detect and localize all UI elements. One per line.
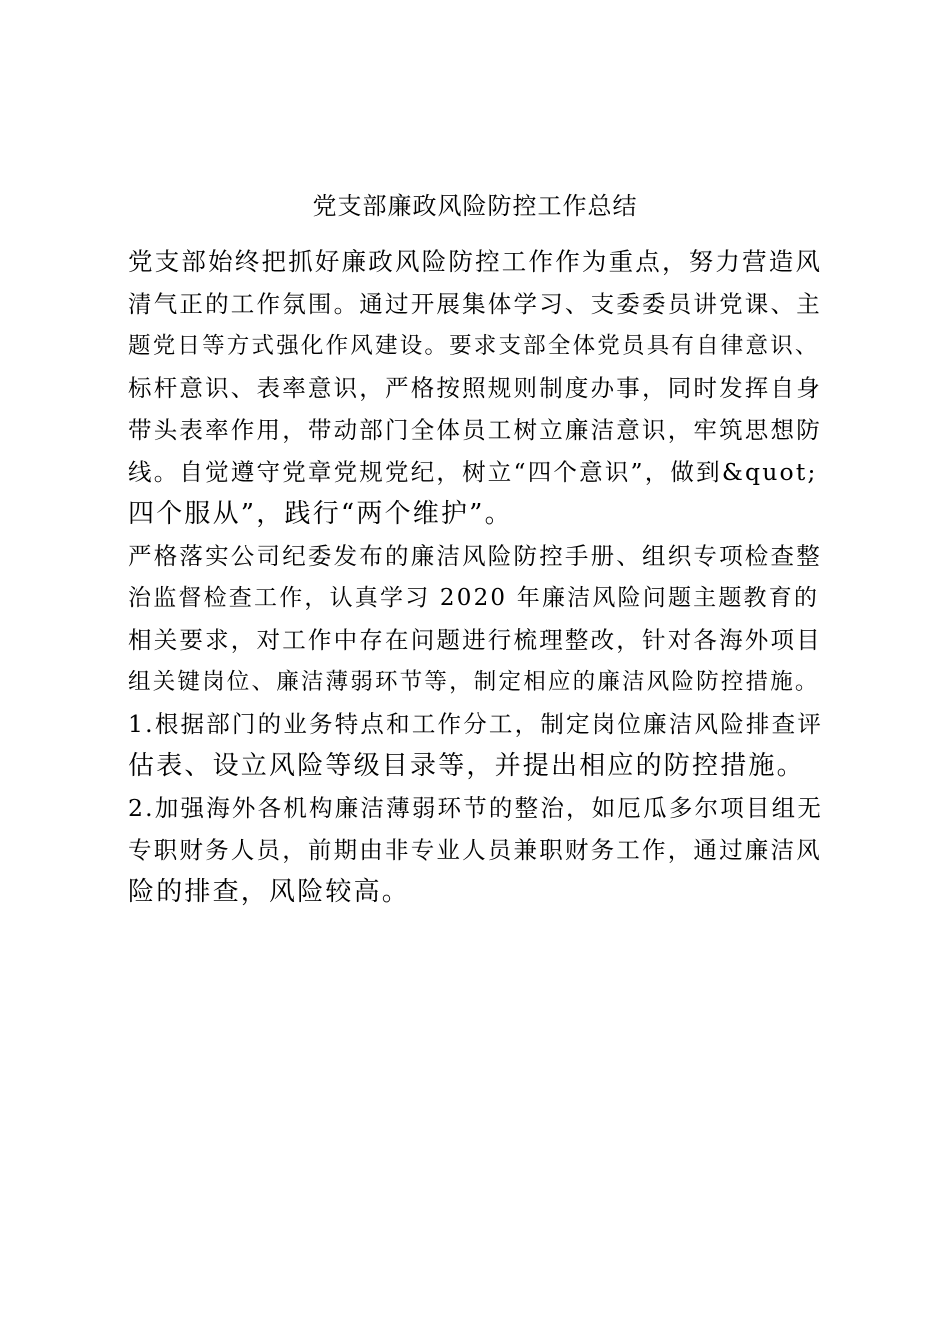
paragraph-line: 治监督检查工作，认真学习 2020 年廉洁风险问题主题教育的	[128, 585, 820, 611]
list-item-line: 估表、设立风险等级目录等，并提出相应的防控措施。	[128, 751, 805, 781]
paragraph-line: 相关要求，对工作中存在问题进行梳理整改，针对各海外项目	[128, 626, 822, 654]
list-item-line: 专职财务人员，前期由非专业人员兼职财务工作，通过廉洁风	[128, 836, 822, 864]
paragraph-line: 党支部始终把抓好廉政风险防控工作作为重点，努力营造风	[128, 247, 823, 276]
paragraph-line: 清气正的工作氛围。通过开展集体学习、支委委员讲党课、主	[128, 290, 822, 318]
paragraph-line: 组关键岗位、廉洁薄弱环节等，制定相应的廉洁风险防控措施。	[128, 669, 820, 695]
list-item-line: 2.加强海外各机构廉洁薄弱环节的整治，如厄瓜多尔项目组无	[128, 794, 824, 822]
paragraph-line: 四个服从”，践行“两个维护”。	[128, 499, 513, 529]
paragraph-line: 严格落实公司纪委发布的廉洁风险防控手册、组织专项检查整	[128, 542, 822, 570]
list-item-line: 1.根据部门的业务特点和工作分工，制定岗位廉洁风险排查评	[128, 710, 824, 738]
paragraph-line: 题党日等方式强化作风建设。要求支部全体党员具有自律意识、	[128, 333, 820, 359]
paragraph-line: 标杆意识、表率意识，严格按照规则制度办事，同时发挥自身	[128, 374, 822, 402]
paragraph-line: 带头表率作用，带动部门全体员工树立廉洁意识，牢筑思想防	[128, 416, 822, 444]
document-title: 党支部廉政风险防控工作总结	[312, 192, 638, 220]
list-item-line: 险的排查，风险较高。	[128, 877, 411, 907]
paragraph-line: 线。自觉遵守党章党规党纪，树立“四个意识”，做到&quot;	[128, 458, 818, 486]
